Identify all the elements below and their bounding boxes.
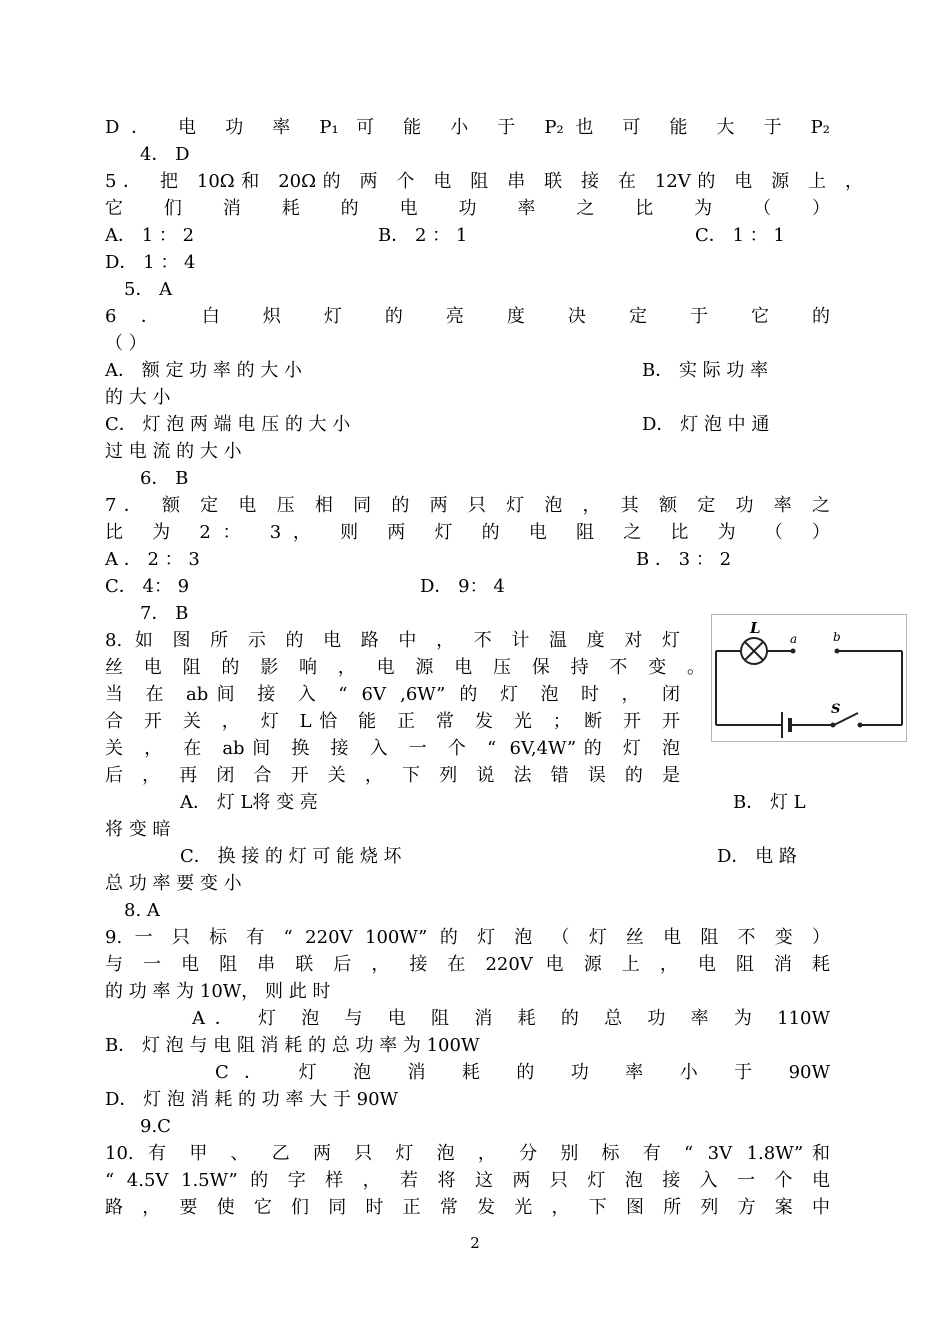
option-d: D． 9： 4	[420, 576, 505, 597]
question-line: 当 在 ab间 接 入 “ 6V ,6W” 的 灯 泡 时 ， 闭	[105, 684, 680, 705]
circuit-diagram	[711, 614, 907, 742]
option-c: C． 4： 9	[105, 576, 190, 597]
question-line: “ 4.5V 1.5W” 的 字 样 ， 若 将 这 两 只 灯 泡 接 入 一 个 电	[105, 1170, 830, 1191]
option-continuation: 的 大 小	[105, 387, 171, 408]
question-line: 它 们 消 耗 的 电 功 率 之 比 为 （ ）	[105, 198, 830, 219]
page-number: 2	[470, 1234, 480, 1252]
question-line: 比 为 2： 3， 则 两 灯 的 电 阻 之 比 为 （ ）	[105, 522, 830, 543]
option-c: C． 换 接 的 灯 可 能 烧 坏	[180, 846, 402, 867]
switch-pivot	[831, 723, 836, 728]
answer-line: 4． D	[140, 144, 190, 165]
answer-line: 8. A	[124, 900, 160, 921]
option-c: C． 灯 泡 消 耗 的 功 率 小 于 90W	[215, 1062, 830, 1083]
question-line: 后 ， 再 闭 合 开 关 ， 下 列 说 法 错 误 的 是	[105, 765, 680, 786]
question-line: 6 ． 白 炽 灯 的 亮 度 决 定 于 它 的	[105, 306, 830, 327]
lamp-label: L	[750, 619, 761, 637]
question-line: 与 一 电 阻 串 联 后 ， 接 在 220V 电 源 上 ， 电 阻 消 耗	[105, 954, 831, 975]
question-line: 合 开 关 ， 灯 L恰 能 正 常 发 光 ； 断 开 开	[105, 711, 680, 732]
option-a: A． 灯 L将 变 亮	[180, 792, 318, 813]
option-a: A ． 2 ： 3	[105, 549, 200, 570]
option-b: B． 实 际 功 率	[642, 360, 769, 381]
terminal-b-label: b	[833, 630, 841, 644]
question-line: 5． 把 10Ω和 20Ω的 两 个 电 阻 串 联 接 在 12V的 电 源 上 ，	[105, 171, 863, 192]
option-b: B ． 3 ： 2	[636, 549, 732, 570]
option-c: C． 1 ： 1	[695, 225, 785, 246]
question-line: （ ）	[105, 333, 147, 354]
question-line: 7． 额 定 电 压 相 同 的 两 只 灯 泡 ， 其 额 定 功 率 之	[105, 495, 830, 516]
option-line: D． 电 功 率 P₁ 可 能 小 于 P₂也 可 能 大 于 P₂	[105, 117, 830, 138]
question-line: 路 ， 要 使 它 们 同 时 正 常 发 光 ， 下 图 所 列 方 案 中	[105, 1197, 830, 1218]
option-a: A． 1 ： 2	[105, 225, 195, 246]
answer-line: 5． A	[124, 279, 173, 300]
option-b: B． 灯 L	[733, 792, 806, 813]
answer-line: 9.C	[140, 1116, 171, 1137]
answer-line: 6． B	[140, 468, 189, 489]
switch-label: S	[831, 702, 841, 717]
option-b: B． 灯 泡 与 电 阻 消 耗 的 总 功 率 为 100W	[105, 1035, 480, 1056]
option-d: D． 灯 泡 中 通	[642, 414, 770, 435]
question-line: 关 ， 在 ab间 换 接 入 一 个 “ 6V,4W”的 灯 泡	[105, 738, 680, 759]
option-d: D． 电 路	[717, 846, 797, 867]
option-continuation: 过 电 流 的 大 小	[105, 441, 242, 462]
option-c: C． 灯 泡 两 端 电 压 的 大 小	[105, 414, 351, 435]
option-a: A． 灯 泡 与 电 阻 消 耗 的 总 功 率 为 110W	[192, 1008, 830, 1029]
answer-line: 7． B	[140, 603, 189, 624]
switch-contact	[858, 723, 863, 728]
question-line: 8. 如 图 所 示 的 电 路 中 ， 不 计 温 度 对 灯	[105, 630, 680, 651]
terminal-a-dot	[791, 649, 796, 654]
terminal-a-label: a	[790, 632, 798, 646]
option-continuation: 将 变 暗	[105, 819, 171, 840]
option-b: B． 2 ： 1	[378, 225, 468, 246]
option-d: D． 1 ： 4	[105, 252, 196, 273]
question-line: 丝 电 阻 的 影 响 ， 电 源 电 压 保 持 不 变 。	[105, 657, 705, 678]
question-line: 9. 一 只 标 有 “ 220V 100W” 的 灯 泡 （ 灯 丝 电 阻 不 变 ）	[105, 927, 830, 948]
terminal-b-dot	[835, 649, 840, 654]
option-a: A． 额 定 功 率 的 大 小	[105, 360, 303, 381]
question-line: 10. 有 甲 、 乙 两 只 灯 泡 ， 分 别 标 有 “ 3V 1.8W”和	[105, 1143, 830, 1164]
option-continuation: 总 功 率 要 变 小	[105, 873, 242, 894]
option-d: D． 灯 泡 消 耗 的 功 率 大 于 90W	[105, 1089, 399, 1110]
circuit-svg	[712, 615, 906, 741]
question-line: 的 功 率 为 10W， 则 此 时	[105, 981, 331, 1002]
